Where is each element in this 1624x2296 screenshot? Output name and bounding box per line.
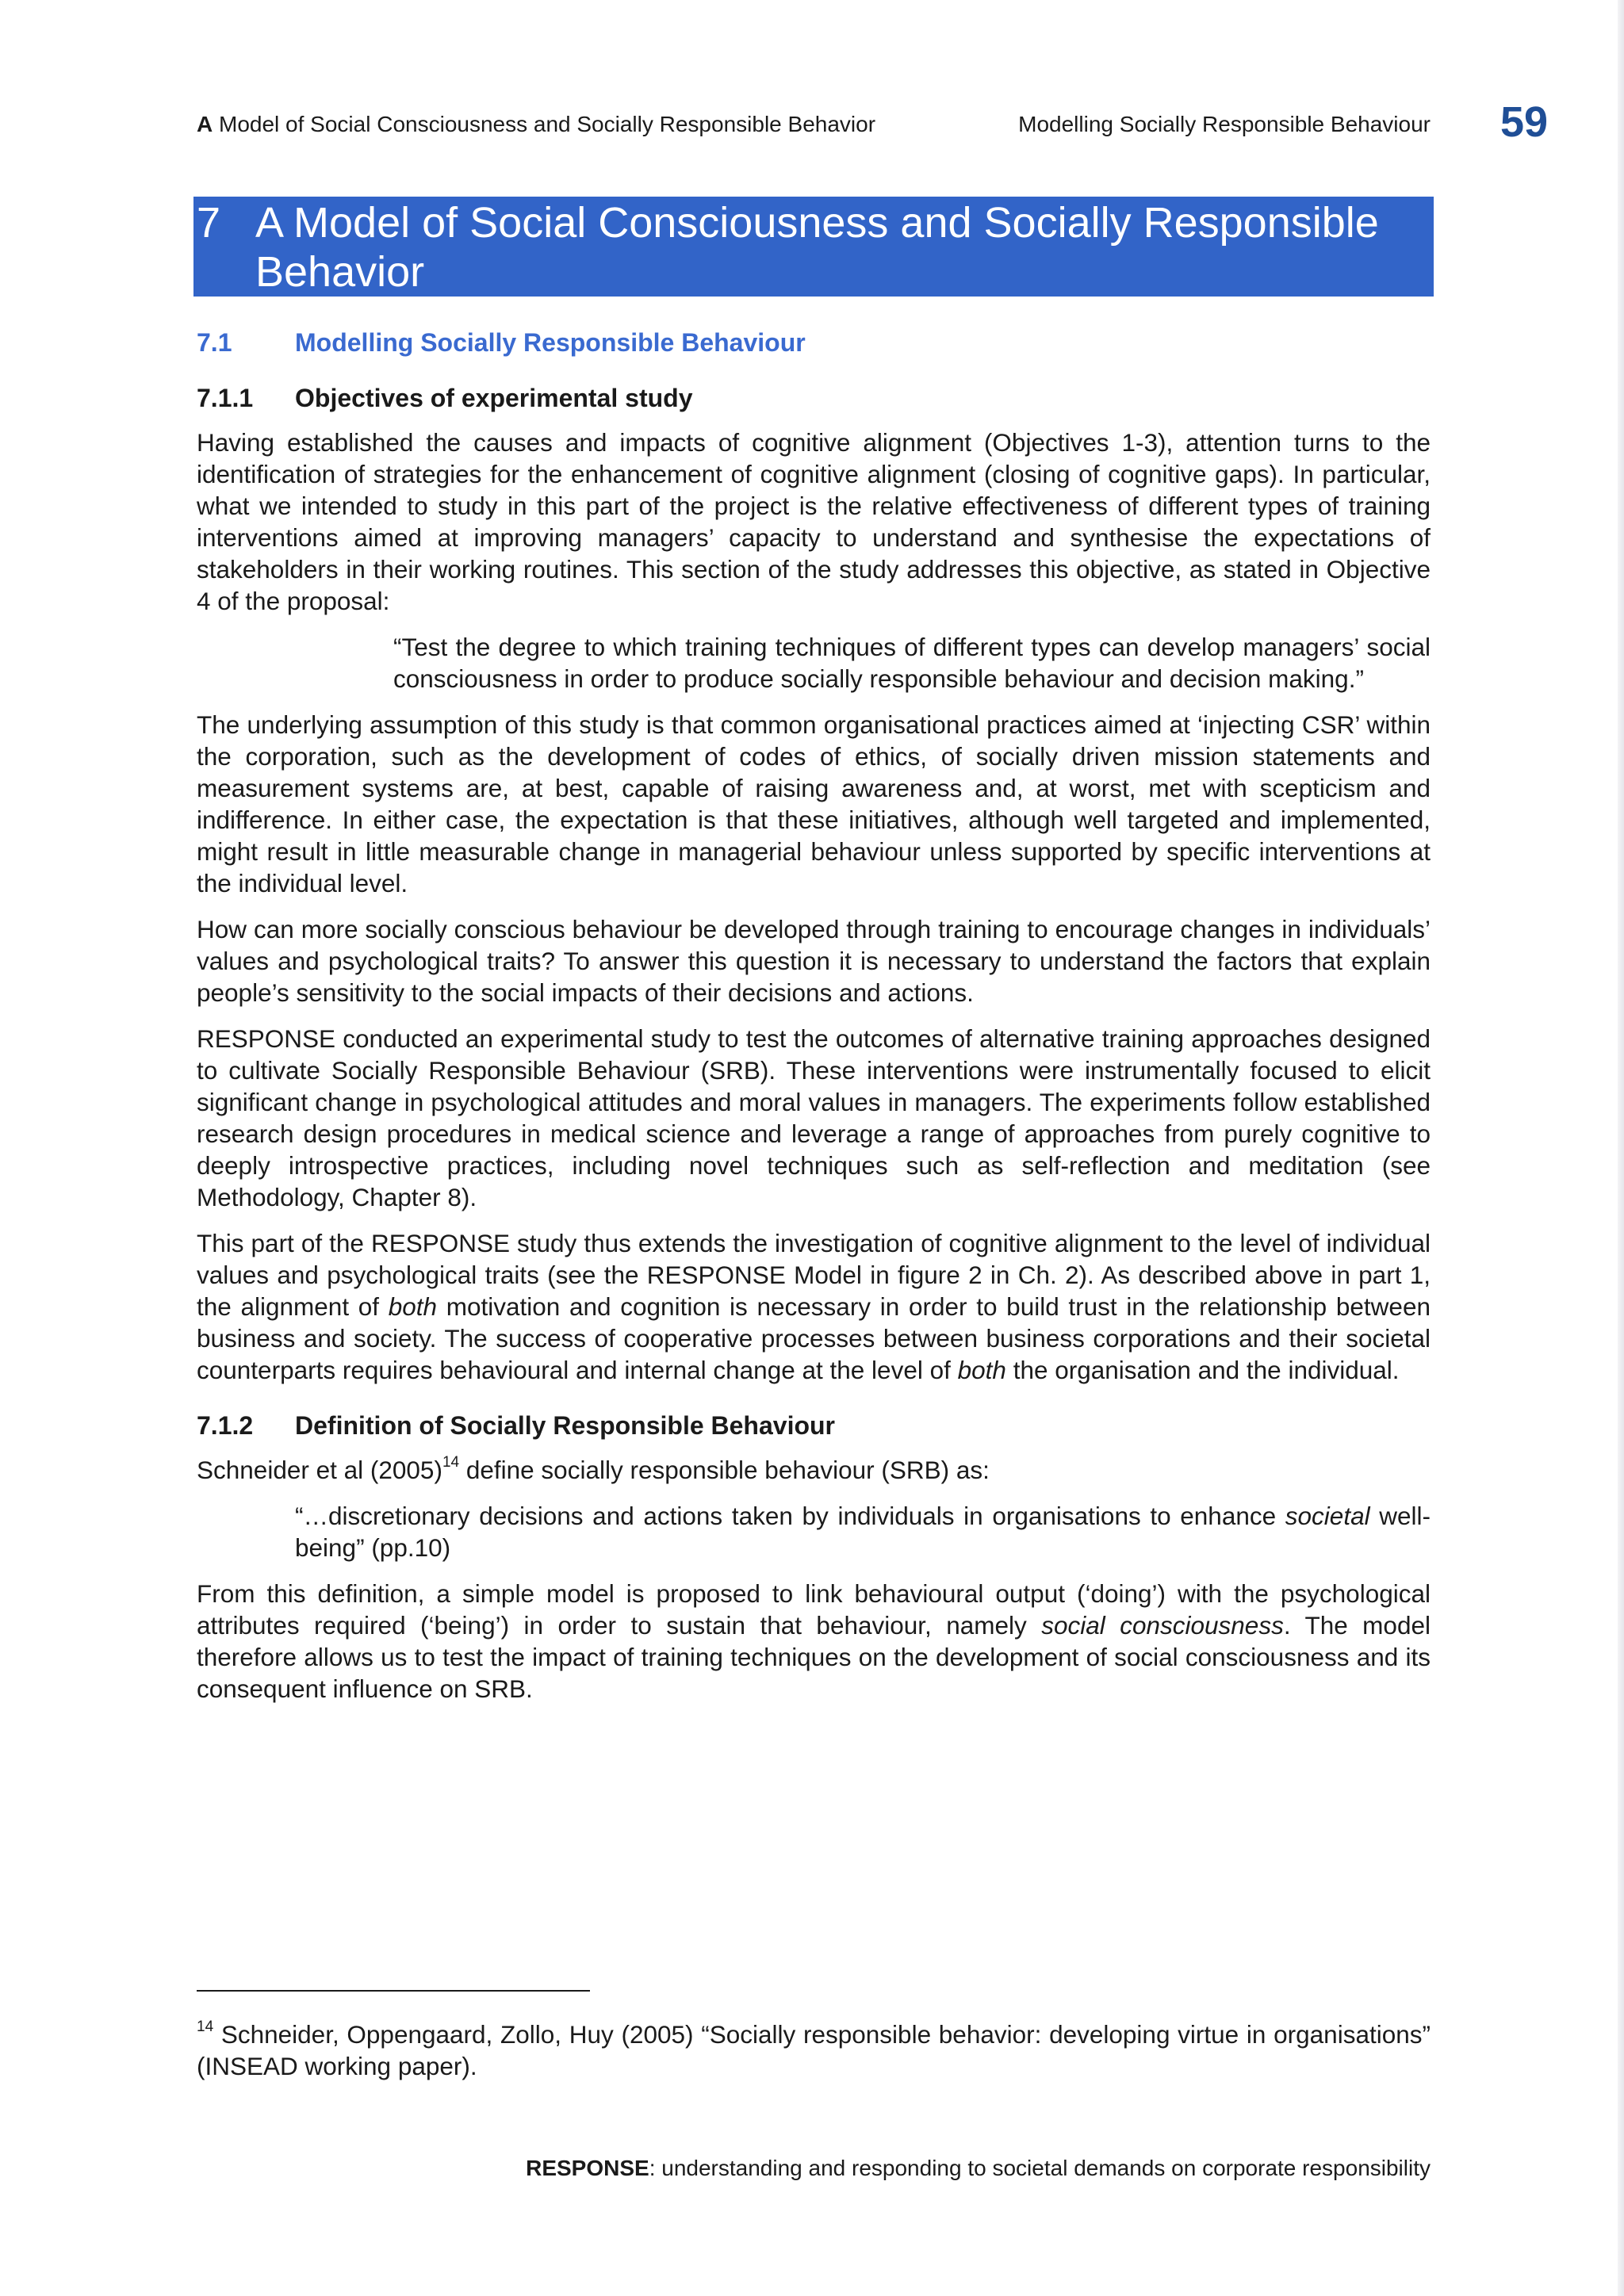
section-title: Modelling Socially Responsible Behaviour: [295, 328, 806, 357]
footnote-marker: 14: [197, 2018, 214, 2035]
paragraph-model: From this definition, a simple model is proposed to link behavioural output (‘doing’) with the psychological attributes required (‘being’) in order to sustain that behaviour, namely social consciousness. The model therefore allows us to test the impact of training techniques on the development of social consciousness and its consequent influence on SRB.: [197, 1579, 1431, 1703]
paragraph-experimental-study: RESPONSE conducted an experimental study to test the outcomes of alternative training approaches designed to cultivate Socially Responsible Behaviour (SRB). These interventions were instrumentally focused to elicit significant change in psychological attitudes and moral values in managers. The experiments follow established research design procedures in medical science and leverage a range of approaches from purely cognitive to deeply introspective practices, including novel techniques such as self-reflection and meditation (see Methodology, Chapter 8).: [197, 1024, 1431, 1211]
page-body: [197, 323, 1431, 1719]
paragraph-definition-intro: Schneider et al $(2005)^{14}$ define socially responsible behaviour (SRB) as:: [197, 1453, 990, 1484]
chapter-number: 7: [197, 199, 221, 247]
header-left-bold: A: [197, 112, 213, 136]
subsection-number: 7.1.1: [197, 384, 254, 412]
subsection-heading-definition: [197, 1410, 1431, 1441]
paragraph-question: How can more socially conscious behaviour be developed through training to encourage changes in individuals’ values and psychological traits? To answer this question it is necessary to understand the factors that explain people’s sensitivity to the social impacts of their decisions and actions.: [197, 915, 1431, 1007]
footnote: [197, 2019, 1431, 2082]
footnote-text: Schneider, Oppengaard, Zollo, Huy (2005) “Socially responsible behavior: developing virtue in organisations” (INSEAD working paper).: [197, 2020, 1431, 2080]
footer-brand: RESPONSE: [526, 2156, 649, 2180]
section-number: 7.1: [197, 328, 232, 357]
footnote-divider: [197, 1990, 590, 1992]
paragraph-extension: This part of the RESPONSE study thus extends the investigation of cognitive alignment to the level of individual values and psychological traits (see the RESPONSE Model in figure 2 in Ch. 2). As described above in part 1, the alignment of both motivation and cognition is necessary in order to build trust in the relationship between business and society. The success of cooperative processes between business corporations and their societal counterparts requires behavioural and internal change at the level of both the organisation and the individual.: [197, 1229, 1431, 1384]
subsection-title: Objectives of experimental study: [295, 384, 693, 412]
footer-text: : understanding and responding to societal demands on corporate responsibility: [649, 2156, 1431, 2180]
block-quote-objective: “Test the degree to which training techniques of different types can develop managers’ social consciousness in order to produce socially responsible behaviour and decision making.”: [393, 633, 1431, 693]
chapter-banner: [193, 197, 1434, 297]
page-edge-shade: [1618, 0, 1624, 2296]
chapter-title: A Model of Social Consciousness and Socially Responsible Behavior: [255, 199, 1379, 296]
footnote-reference[interactable]: 14: [442, 1453, 460, 1471]
running-footer: [197, 2155, 1431, 2182]
subsection-title: Definition of Socially Responsible Behaviour: [295, 1411, 835, 1440]
header-right-text: Modelling Socially Responsible Behaviour: [1018, 112, 1431, 136]
paragraph-assumption: The underlying assumption of this study is that common organisational practices aimed at ‘injecting CSR’ within the corporation, such as the development of codes of ethics, of socially driven mission statements and measurement systems are, at best, capable of raising awareness and, at worst, met with scepticism and indifference. In either case, the expectation is that these initiatives, although well targeted and implemented, might result in little measurable change in managerial behaviour unless supported by specific interventions at the individual level.: [197, 710, 1431, 897]
subsection-heading-objectives: [197, 382, 1431, 414]
page-number: 59: [1500, 98, 1549, 146]
paragraph-objectives: Having established the causes and impacts of cognitive alignment (Objectives 1-3), attention turns to the identification of strategies for the enhancement of cognitive alignment (closing of cognitive gaps). In particular, what we intended to study in this part of the project is the relative effectiveness of different types of training interventions aimed at improving managers’ capacity to understand and synthesise the expectations of stakeholders in their working routines. This section of the study addresses this objective, as stated in Objective 4 of the proposal:: [197, 428, 1431, 615]
section-heading: [197, 327, 1431, 358]
subsection-number: 7.1.2: [197, 1411, 254, 1440]
header-left-text: Model of Social Consciousness and Socially Responsible Behavior: [213, 112, 876, 136]
block-quote-definition: “…discretionary decisions and actions taken by individuals in organisations to enhance societal well-being” (pp.10): [295, 1502, 1431, 1562]
running-header: [197, 111, 1431, 138]
